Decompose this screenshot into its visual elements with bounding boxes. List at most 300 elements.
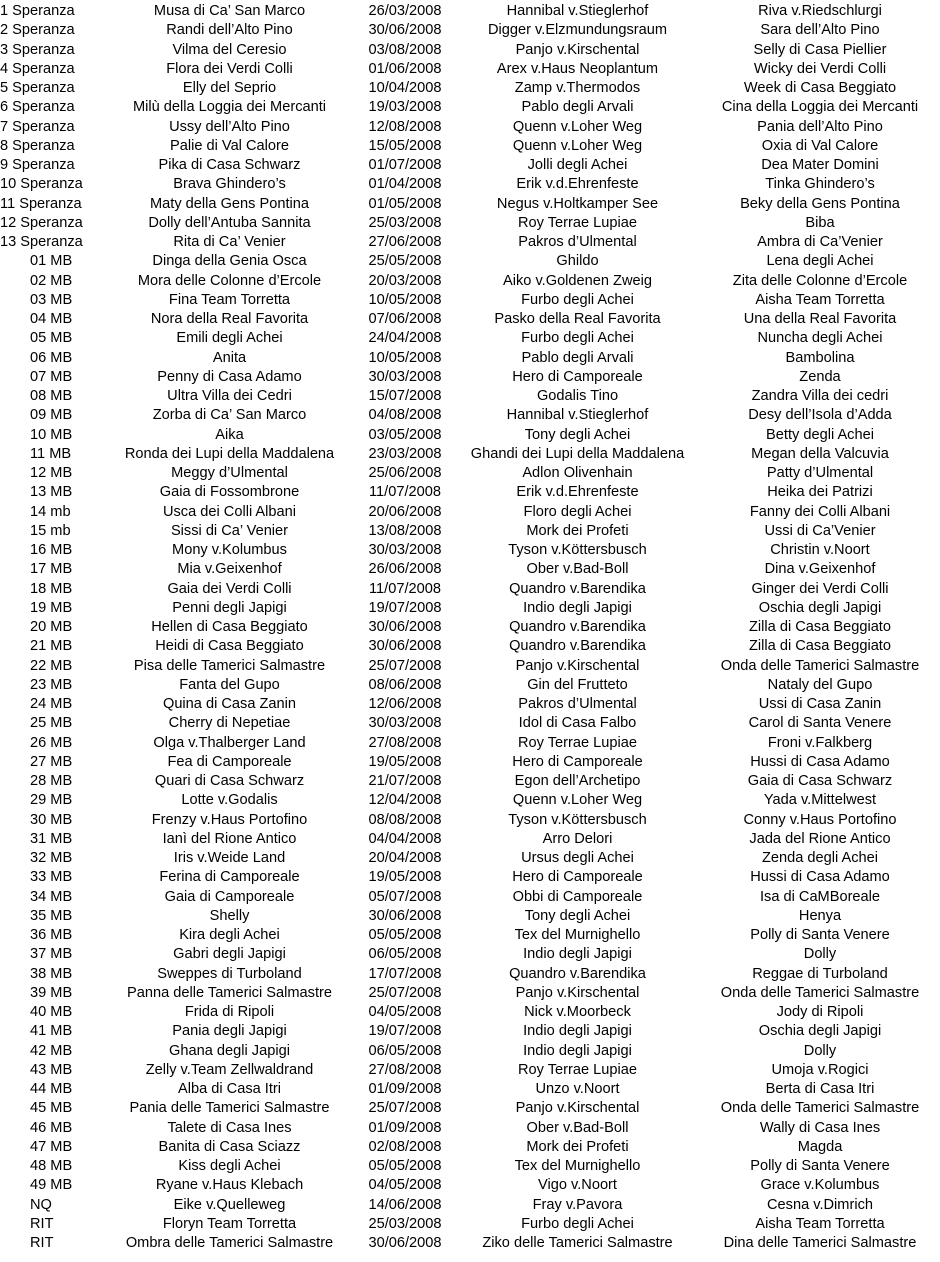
dam-name-cell: Ussi di Ca’Venier [764,522,876,539]
sire-name-cell: Tex del Murnighello [514,1158,641,1174]
dam-name-cell: Yada v.Mittelwest [763,792,877,809]
table-row [0,1061,940,1080]
table-row [0,233,940,252]
table-row [0,830,940,849]
placement-cell: 24 MB [30,696,73,712]
table-row [0,329,940,348]
dam-name-cell: Oschia degli Japigi [758,1023,882,1040]
dog-name-cell: Ombra delle Tamerici Salmastre [125,1235,334,1251]
dog-name-cell: Palie di Val Calore [170,137,289,154]
table-row [0,310,940,329]
sire-name-cell: Tony degli Achei [524,907,631,924]
birth-date-cell: 01/09/2008 [368,1119,442,1136]
sire-name-cell: Idol di Casa Falbo [518,715,637,732]
sire-name-cell: Quenn v.Loher Weg [512,792,643,809]
dam-name-cell: Sara dell’Alto Pino [760,22,880,39]
table-row [0,1157,940,1176]
placement-cell: 39 MB [30,984,73,1001]
dam-name-cell: Berta di Casa Itri [765,1081,875,1097]
results-table [0,2,940,1253]
dam-name-cell: Zenda [799,368,841,385]
dam-name-cell: Conny v.Haus Portofino [743,811,897,828]
birth-date-cell: 30/03/2008 [368,542,442,558]
table-row [0,580,940,599]
dog-name-cell: Nora della Real Favorita [150,311,309,327]
dog-name-cell: Talete di Casa Ines [167,1119,292,1136]
dam-name-cell: Dina delle Tamerici Salmastre [723,1235,917,1251]
sire-name-cell: Quenn v.Loher Weg [512,137,643,154]
dam-name-cell: Zilla di Casa Beggiato [749,638,891,655]
dam-name-cell: Aisha Team Torretta [755,1215,885,1232]
dam-name-cell: Dea Mater Domini [761,157,879,173]
dam-name-cell: Froni v.Falkberg [767,734,873,751]
table-row [0,483,940,502]
birth-date-cell: 04/05/2008 [368,1177,442,1194]
table-row [0,1215,940,1234]
table-row [0,137,940,156]
sire-name-cell: Hero di Camporeale [512,753,643,770]
dam-name-cell: Onda delle Tamerici Salmastre [720,984,920,1001]
dam-name-cell: Umoja v.Rogici [771,1061,869,1078]
sire-name-cell: Panjo v.Kirschental [515,984,640,1001]
birth-date-cell: 05/07/2008 [368,888,442,905]
table-row [0,965,940,984]
birth-date-cell: 25/07/2008 [368,657,442,674]
dam-name-cell: Ussi di Casa Zanin [758,696,882,712]
birth-date-cell: 10/05/2008 [368,349,442,366]
placement-cell: 10 Speranza [0,176,83,193]
birth-date-cell: 25/07/2008 [368,1100,442,1117]
sire-name-cell: Egon dell’Archetipo [514,773,641,789]
dog-name-cell: Ussy dell’Alto Pino [169,118,290,135]
birth-date-cell: 25/03/2008 [368,1215,442,1232]
table-row [0,1138,940,1157]
birth-date-cell: 07/06/2008 [368,311,442,327]
sire-name-cell: Tony degli Achei [524,426,631,443]
placement-cell: 12 Speranza [0,214,83,231]
birth-date-cell: 30/06/2008 [368,619,442,635]
placement-cell: 9 Speranza [0,157,75,173]
birth-date-cell: 21/07/2008 [368,773,442,789]
table-row [0,368,940,387]
table-row [0,772,940,791]
birth-date-cell: 04/05/2008 [368,1004,442,1020]
dog-name-cell: Ronda dei Lupi della Maddalena [124,445,335,462]
placement-cell: 1 Speranza [0,3,75,19]
table-row [0,195,940,214]
placement-cell: 36 MB [30,927,73,943]
sire-name-cell: Quenn v.Loher Weg [512,118,643,135]
sire-name-cell: Indio degli Japigi [523,599,632,616]
sire-name-cell: Quandro v.Barendika [509,638,646,655]
dam-name-cell: Christin v.Noort [770,542,870,558]
placement-cell: 05 MB [30,330,73,347]
birth-date-cell: 02/08/2008 [368,1138,442,1155]
birth-date-cell: 01/06/2008 [368,60,442,77]
birth-date-cell: 30/06/2008 [368,638,442,655]
placement-cell: 29 MB [30,792,73,809]
birth-date-cell: 23/03/2008 [368,445,442,462]
dam-name-cell: Polly di Santa Venere [750,1158,890,1174]
placement-cell: 01 MB [30,253,73,270]
placement-cell: 2 Speranza [0,22,75,39]
dog-name-cell: Alba di Casa Itri [177,1081,281,1097]
sire-name-cell: Roy Terrae Lupiae [518,214,637,231]
placement-cell: 03 MB [30,291,73,308]
table-row [0,1042,940,1061]
dam-name-cell: Ginger dei Verdi Colli [751,580,889,597]
table-row [0,1080,940,1099]
dog-name-cell: Aika [215,426,244,443]
sire-name-cell: Unzo v.Noort [535,1081,620,1097]
table-row [0,926,940,945]
birth-date-cell: 30/03/2008 [368,368,442,385]
dam-name-cell: Isa di CaMBoreale [759,888,881,905]
dog-name-cell: Maty della Gens Pontina [150,195,309,212]
birth-date-cell: 27/06/2008 [368,234,442,250]
dam-name-cell: Megan della Valcuvia [751,445,889,462]
placement-cell: 46 MB [30,1119,73,1136]
dog-name-cell: Sweppes di Turboland [157,965,302,982]
birth-date-cell: 06/05/2008 [368,1042,442,1059]
dog-name-cell: Dolly dell’Antuba Sannita [148,214,311,231]
placement-cell: 3 Speranza [0,41,75,58]
sire-name-cell: Hero di Camporeale [512,869,643,886]
table-row [0,868,940,887]
sire-name-cell: Furbo degli Achei [521,291,634,308]
table-row [0,118,940,137]
birth-date-cell: 30/06/2008 [368,22,442,39]
table-row [0,945,940,964]
birth-date-cell: 15/07/2008 [368,388,442,404]
sire-name-cell: Roy Terrae Lupiae [518,734,637,751]
table-row [0,156,940,175]
sire-name-cell: Nick v.Moorbeck [524,1004,631,1020]
placement-cell: 04 MB [30,311,73,327]
birth-date-cell: 17/07/2008 [368,965,442,982]
table-row [0,98,940,117]
sire-name-cell: Hero di Camporeale [512,368,643,385]
sire-name-cell: Quandro v.Barendika [509,619,646,635]
dam-name-cell: Una della Real Favorita [743,311,897,327]
dog-name-cell: Pania delle Tamerici Salmastre [129,1100,330,1117]
sire-name-cell: Aiko v.Goldenen Zweig [503,272,652,289]
dam-name-cell: Henya [798,907,842,924]
dog-name-cell: Fea di Camporeale [167,753,292,770]
birth-date-cell: 12/04/2008 [368,792,442,809]
dam-name-cell: Nataly del Gupo [767,676,873,693]
birth-date-cell: 11/07/2008 [369,484,441,501]
sire-name-cell: Ursus degli Achei [521,850,634,866]
birth-date-cell: 20/04/2008 [368,850,442,866]
table-row [0,984,940,1003]
table-row [0,791,940,810]
sire-name-cell: Jolli degli Achei [527,157,628,173]
placement-cell: 11 Speranza [0,195,82,212]
placement-cell: RIT [30,1235,54,1251]
placement-cell: 06 MB [30,349,73,366]
dam-name-cell: Cesna v.Dimrich [767,1196,873,1213]
table-row [0,560,940,579]
dam-name-cell: Wally di Casa Ines [759,1119,881,1136]
placement-cell: 14 mb [30,503,71,520]
dam-name-cell: Dolly [803,1042,837,1059]
sire-name-cell: Ghildo [556,253,599,270]
table-row [0,1022,940,1041]
placement-cell: 8 Speranza [0,137,75,154]
table-row [0,1099,940,1118]
sire-name-cell: Quandro v.Barendika [509,965,646,982]
placement-cell: 41 MB [30,1023,73,1040]
birth-date-cell: 19/05/2008 [368,753,442,770]
placement-cell: 09 MB [30,407,73,424]
sire-name-cell: Quandro v.Barendika [509,580,646,597]
table-row [0,445,940,464]
placement-cell: 31 MB [30,830,73,847]
sire-name-cell: Mork dei Profeti [526,1138,629,1155]
sire-name-cell: Pablo degli Arvali [521,349,634,366]
sire-name-cell: Obbi di Camporeale [512,888,643,905]
placement-cell: 13 MB [30,484,73,501]
dog-name-cell: Fina Team Torretta [168,291,291,308]
table-row [0,907,940,926]
table-row [0,695,940,714]
placement-cell: 12 MB [30,465,73,481]
placement-cell: 19 MB [30,599,73,616]
sire-name-cell: Pakros d’Ulmental [518,696,637,712]
sire-name-cell: Indio degli Japigi [523,946,632,963]
birth-date-cell: 13/08/2008 [368,522,442,539]
dog-name-cell: Randi dell’Alto Pino [166,22,293,39]
dog-name-cell: Fanta del Gupo [179,676,280,693]
dam-name-cell: Zenda degli Achei [761,850,879,866]
dog-name-cell: Musa di Ca’ San Marco [153,3,306,19]
dog-name-cell: Flora dei Verdi Colli [166,60,293,77]
sire-name-cell: Pablo degli Arvali [521,99,634,116]
birth-date-cell: 19/05/2008 [368,869,442,886]
table-row [0,676,940,695]
dog-name-cell: Iris v.Weide Land [173,850,286,866]
table-row [0,734,940,753]
placement-cell: 4 Speranza [0,60,75,77]
sire-name-cell: Tyson v.Köttersbusch [508,542,647,558]
dog-name-cell: Banita di Casa Sciazz [158,1138,301,1155]
placement-cell: 6 Speranza [0,99,75,116]
results-body [0,2,940,1253]
birth-date-cell: 27/08/2008 [368,734,442,751]
dog-name-cell: Zorba di Ca’ San Marco [152,407,307,424]
dam-name-cell: Grace v.Kolumbus [760,1177,880,1194]
table-row [0,2,940,21]
dam-name-cell: Selly di Casa Piellier [753,41,887,58]
table-row [0,1003,940,1022]
sire-name-cell: Ghandi dei Lupi della Maddalena [470,445,685,462]
dog-name-cell: Kira degli Achei [179,927,280,943]
dog-name-cell: Floryn Team Torretta [162,1215,297,1232]
dam-name-cell: Pania dell’Alto Pino [757,118,883,135]
placement-cell: 47 MB [30,1138,73,1155]
table-row [0,426,940,445]
birth-date-cell: 03/08/2008 [368,41,442,58]
table-row [0,387,940,406]
dam-name-cell: Riva v.Riedschlurgi [758,3,882,19]
sire-name-cell: Erik v.d.Ehrenfeste [516,484,639,501]
dam-name-cell: Nuncha degli Achei [757,330,883,347]
dog-name-cell: Frida di Ripoli [184,1004,275,1020]
birth-date-cell: 19/03/2008 [368,99,442,116]
dog-name-cell: Quina di Casa Zanin [162,696,297,712]
dog-name-cell: Ianì del Rione Antico [162,830,297,847]
table-row [0,714,940,733]
placement-cell: 45 MB [30,1100,73,1117]
table-row [0,753,940,772]
birth-date-cell: 05/05/2008 [368,1158,442,1174]
table-row [0,21,940,40]
birth-date-cell: 27/08/2008 [368,1061,442,1078]
sire-name-cell: Adlon Olivenhain [522,465,633,481]
sire-name-cell: Ober v.Bad-Boll [526,1119,629,1136]
birth-date-cell: 08/08/2008 [368,811,442,828]
dog-name-cell: Panna delle Tamerici Salmastre [127,984,332,1001]
dam-name-cell: Fanny dei Colli Albani [749,503,891,520]
placement-cell: 37 MB [30,946,73,963]
sire-name-cell: Furbo degli Achei [521,330,634,347]
birth-date-cell: 30/06/2008 [368,907,442,924]
table-row [0,541,940,560]
table-row [0,214,940,233]
birth-date-cell: 10/04/2008 [368,80,442,96]
dog-name-cell: Lotte v.Godalis [181,792,278,809]
birth-date-cell: 24/04/2008 [368,330,442,347]
placement-cell: 7 Speranza [0,118,75,135]
placement-cell: 21 MB [30,638,73,655]
birth-date-cell: 05/05/2008 [368,927,442,943]
dog-name-cell: Ghana degli Japigi [169,1042,290,1059]
placement-cell: 10 MB [30,426,73,443]
placement-cell: 20 MB [30,619,73,635]
dog-name-cell: Meggy d’Ulmental [171,465,288,481]
table-row [0,522,940,541]
placement-cell: 34 MB [30,888,73,905]
dog-name-cell: Zelly v.Team Zellwaldrand [145,1061,314,1078]
birth-date-cell: 01/04/2008 [368,176,442,193]
dam-name-cell: Betty degli Achei [766,426,874,443]
dog-name-cell: Vilma del Ceresio [172,41,287,58]
sire-name-cell: Arro Delori [542,830,613,847]
dog-name-cell: Gaia di Fossombrone [159,484,300,501]
dog-name-cell: Elly del Seprio [182,80,277,96]
dog-name-cell: Mony v.Kolumbus [172,542,287,558]
sire-name-cell: Pasko della Real Favorita [494,311,661,327]
table-row [0,1234,940,1253]
sire-name-cell: Tex del Murnighello [514,927,641,943]
dam-name-cell: Magda [797,1138,843,1155]
dam-name-cell: Bambolina [785,349,855,366]
dam-name-cell: Biba [805,214,835,231]
dog-name-cell: Milù della Loggia dei Mercanti [132,99,327,116]
birth-date-cell: 19/07/2008 [368,1023,442,1040]
table-row [0,1119,940,1138]
placement-cell: 49 MB [30,1177,73,1194]
table-row [0,464,940,483]
birth-date-cell: 08/06/2008 [368,676,442,693]
placement-cell: 40 MB [30,1004,73,1020]
sire-name-cell: Erik v.d.Ehrenfeste [516,176,639,193]
table-row [0,888,940,907]
placement-cell: 07 MB [30,368,73,385]
dam-name-cell: Jody di Ripoli [776,1004,864,1020]
dam-name-cell: Tinka Ghindero’s [765,176,875,193]
table-row [0,349,940,368]
dog-name-cell: Pania degli Japigi [172,1023,287,1040]
sire-name-cell: Roy Terrae Lupiae [518,1061,637,1078]
birth-date-cell: 15/05/2008 [368,137,442,154]
placement-cell: 32 MB [30,850,73,866]
dog-name-cell: Gaia dei Verdi Colli [167,580,292,597]
dam-name-cell: Dolly [803,946,837,963]
placement-cell: 18 MB [30,580,73,597]
placement-cell: 35 MB [30,907,73,924]
sire-name-cell: Vigo v.Noort [538,1177,617,1194]
sire-name-cell: Tyson v.Köttersbusch [508,811,647,828]
dam-name-cell: Beky della Gens Pontina [740,195,900,212]
sire-name-cell: Furbo degli Achei [521,1215,634,1232]
dog-name-cell: Mia v.Geixenhof [177,561,282,578]
dam-name-cell: Week di Casa Beggiato [743,80,897,96]
placement-cell: 28 MB [30,773,73,789]
birth-date-cell: 25/07/2008 [368,984,442,1001]
dog-name-cell: Dinga della Genia Osca [152,253,307,270]
placement-cell: 08 MB [30,388,73,404]
dog-name-cell: Usca dei Colli Albani [162,503,297,520]
table-row [0,291,940,310]
dam-name-cell: Jada del Rione Antico [749,830,891,847]
placement-cell: 48 MB [30,1158,73,1174]
dog-name-cell: Quari di Casa Schwarz [154,773,305,789]
dog-name-cell: Penni degli Japigi [172,599,287,616]
table-row [0,41,940,60]
dam-name-cell: Ambra di Ca’Venier [757,234,883,250]
table-row [0,637,940,656]
dam-name-cell: Patty d’Ulmental [766,465,874,481]
sire-name-cell: Panjo v.Kirschental [515,1100,640,1117]
dam-name-cell: Dina v.Geixenhof [764,561,876,578]
dog-name-cell: Frenzy v.Haus Portofino [151,811,308,828]
dam-name-cell: Hussi di Casa Adamo [750,753,890,770]
sire-name-cell: Godalis Tino [536,388,619,404]
birth-date-cell: 20/06/2008 [368,503,442,520]
placement-cell: 5 Speranza [0,80,75,96]
birth-date-cell: 01/05/2008 [368,195,442,212]
table-row [0,657,940,676]
dog-name-cell: Emili degli Achei [176,330,283,347]
birth-date-cell: 01/09/2008 [368,1081,442,1097]
sire-name-cell: Hannibal v.Stieglerhof [506,3,649,19]
birth-date-cell: 20/03/2008 [368,272,442,289]
table-row [0,175,940,194]
dog-name-cell: Shelly [209,907,250,924]
birth-date-cell: 10/05/2008 [368,291,442,308]
dam-name-cell: Heika dei Patrizi [767,484,873,501]
dam-name-cell: Onda delle Tamerici Salmastre [720,657,920,674]
birth-date-cell: 11/07/2008 [369,580,441,597]
sire-name-cell: Indio degli Japigi [523,1042,632,1059]
sire-name-cell: Zamp v.Thermodos [514,80,641,96]
dam-name-cell: Wicky dei Verdi Colli [753,60,887,77]
dog-name-cell: Ferina di Camporeale [159,869,300,886]
dog-name-cell: Mora delle Colonne d’Ercole [137,272,322,289]
dog-name-cell: Gaia di Camporeale [164,888,295,905]
